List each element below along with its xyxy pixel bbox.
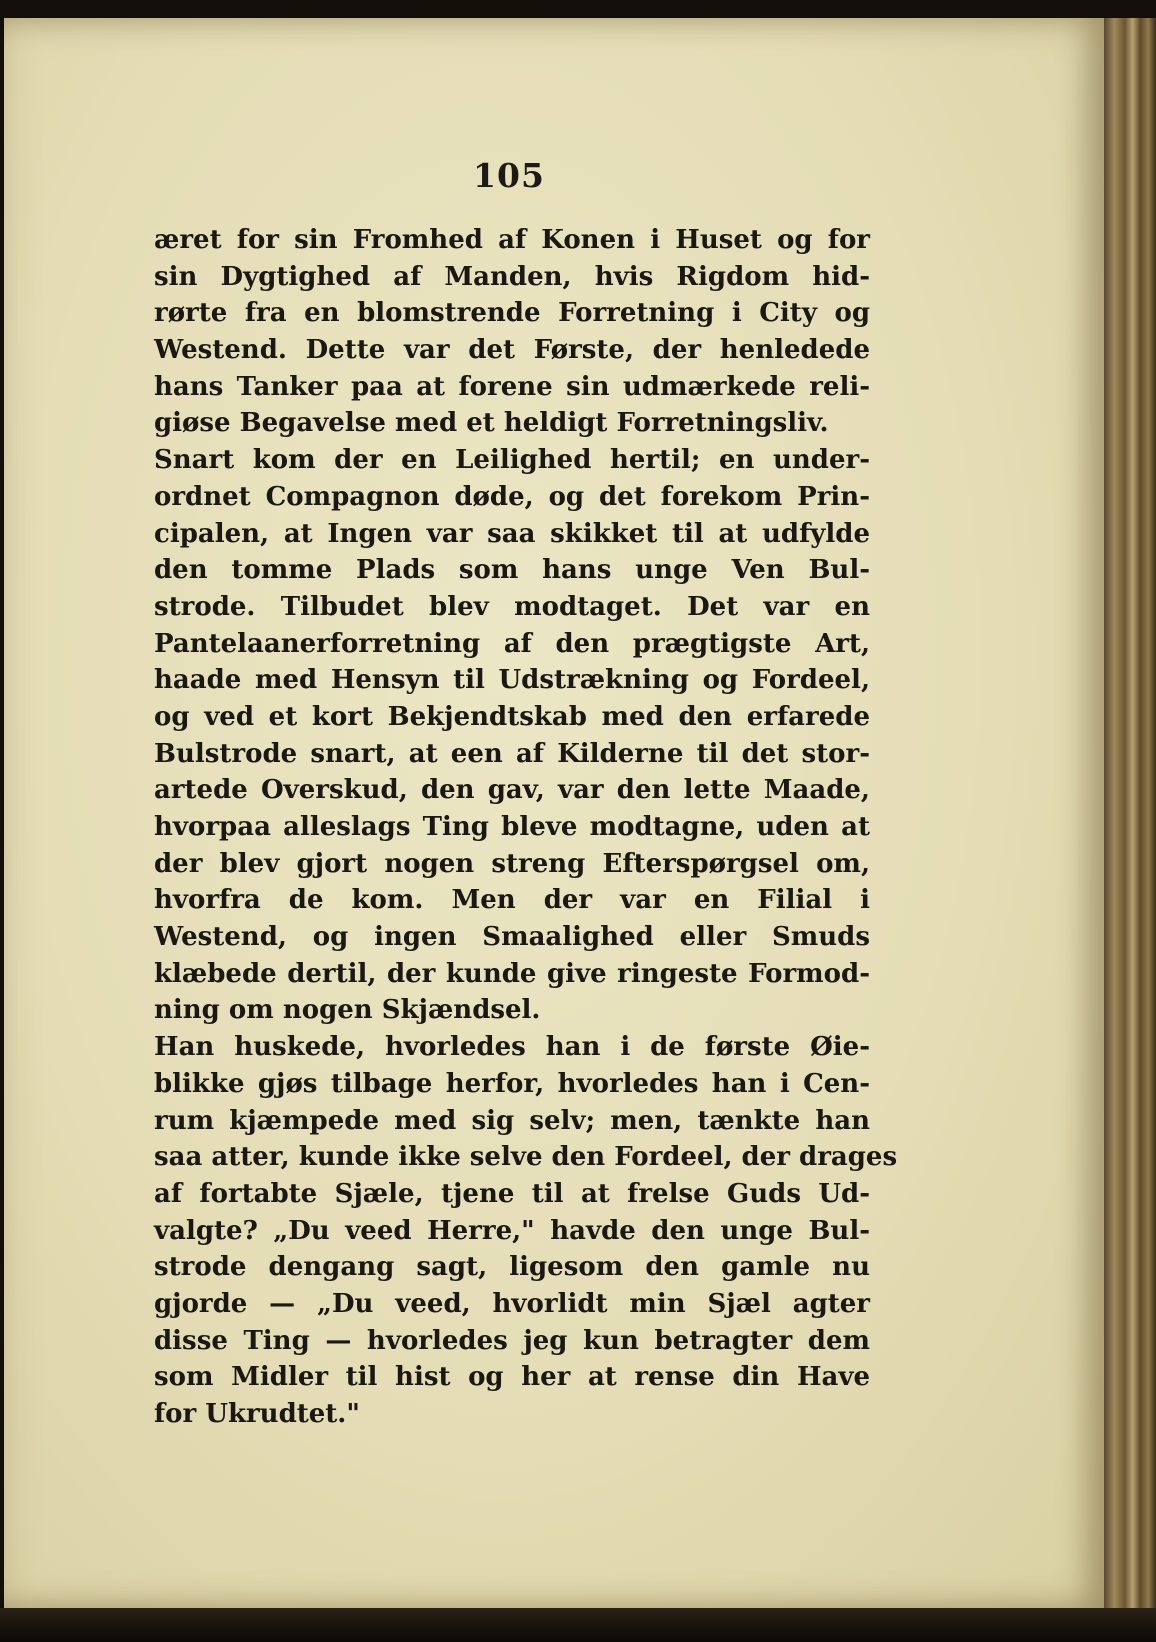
text-line: æret for sin Fromhed af Konen i Huset og for — [154, 225, 870, 255]
text-line: ning om nogen Skjændsel. — [154, 995, 541, 1026]
text-line: hvorfra de kom. Men der var en Filial i — [154, 885, 870, 916]
text-line: saa atter, kunde ikke selve den Fordeel, der drages — [154, 1142, 898, 1173]
text-line: rørte fra en blomstrende Forretning i City og — [154, 298, 870, 329]
page-number: 105 — [473, 156, 545, 195]
body-text — [154, 222, 898, 1433]
text-line: haade med Hensyn til Udstrækning og Fordeel, — [154, 665, 870, 696]
text-line: og ved et kort Bekjendtskab med den erfarede — [154, 701, 870, 732]
text-line: disse Ting — hvorledes jeg kun betragter dem — [154, 1325, 870, 1356]
text-line: sin Dygtighed af Manden, hvis Rigdom hid- — [154, 261, 870, 292]
text-line: ordnet Compagnon døde, og det forekom Prin- — [154, 481, 870, 512]
text-line: Han huskede, hvorledes han i de første Øie- — [154, 1032, 870, 1063]
text-line: Pantelaanerforretning af den prægtigste Art, — [154, 628, 870, 659]
text-line: gjorde — „Du veed, hvorlidt min Sjæl agter — [154, 1288, 870, 1319]
text-line: der blev gjort nogen streng Efterspørgsel om, — [154, 848, 870, 879]
text-line: blikke gjøs tilbage herfor, hvorledes han i Cen- — [154, 1068, 870, 1099]
text-line: strode. Tilbudet blev modtaget. Det var en — [154, 591, 870, 622]
book-spine-gutter — [1104, 18, 1156, 1608]
text-line: Snart kom der en Leilighed hertil; en under- — [154, 445, 870, 476]
text-line: hans Tanker paa at forene sin udmærkede reli- — [154, 371, 870, 402]
text-line: cipalen, at Ingen var saa skikket til at udfylde — [154, 518, 870, 549]
text-line: rum kjæmpede med sig selv; men, tænkte han — [154, 1105, 870, 1136]
text-line: strode dengang sagt, ligesom den gamle nu — [154, 1252, 870, 1283]
page-bottom-edge — [0, 1608, 1156, 1642]
text-line: artede Overskud, den gav, var den lette Maade, — [154, 775, 870, 806]
text-line: Westend, og ingen Smaalighed eller Smuds — [154, 922, 870, 953]
text-line: klæbede dertil, der kunde give ringeste Formod- — [154, 958, 870, 989]
text-line: som Midler til hist og her at rense din Have — [154, 1362, 870, 1393]
text-line: den tomme Plads som hans unge Ven Bul- — [154, 555, 870, 586]
text-line: for Ukrudtet." — [154, 1399, 360, 1429]
text-line: Westend. Dette var det Første, der henledede — [154, 335, 870, 366]
text-line: hvorpaa alleslags Ting bleve modtagne, uden at — [154, 812, 870, 842]
book-page — [4, 18, 1104, 1608]
text-line: Bulstrode snart, at een af Kilderne til det stor- — [154, 738, 870, 769]
text-line: valgte? „Du veed Herre," havde den unge Bul- — [154, 1215, 870, 1246]
text-line: giøse Begavelse med et heldigt Forretningsliv. — [154, 408, 829, 439]
text-line: af fortabte Sjæle, tjene til at frelse Guds Ud- — [154, 1178, 870, 1209]
